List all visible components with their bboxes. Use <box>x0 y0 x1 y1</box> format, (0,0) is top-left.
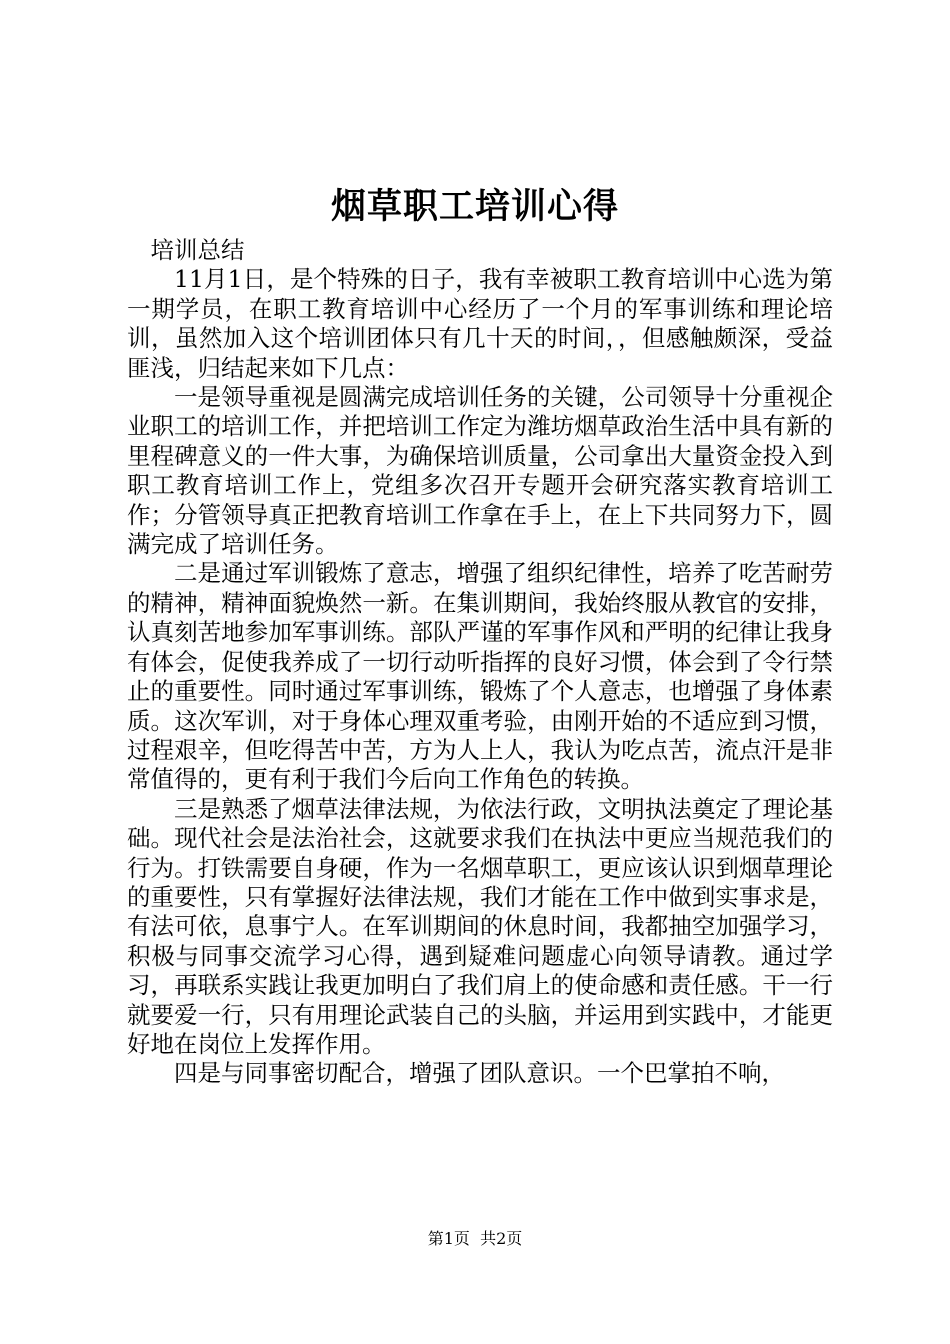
document-body <box>127 236 833 1089</box>
paragraph-point-3: 三是熟悉了烟草法律法规，为依法行政，文明执法奠定了理论基础。现代社会是法治社会，这就要求我们在执法中更应当规范我们的行为。打铁需要自身硬，作为一名烟草职工，更应该认识到烟草理论的重要性，只有掌握好法律法规，我们才能在工作中做到实事求是，有法可依，息事宁人。在军训期间的休息时间，我都抽空加强学习，积极与同事交流学习心得，遇到疑难问题虚心向领导请教。通过学习，再联系实践让我更加明白了我们肩上的使命感和责任感。干一行就要爱一行，只有用理论武装自己的头脑，并运用到实践中，才能更好地在岗位上发挥作用。 <box>127 794 833 1058</box>
paragraph-intro: 11月1日，是个特殊的日子，我有幸被职工教育培训中心选为第一期学员，在职工教育培训中心经历了一个月的军事训练和理论培训，虽然加入这个培训团体只有几十天的时间，，但感触颇深，受益匪浅，归结起来如下几点： <box>127 265 833 382</box>
subheading: 培训总结 <box>150 236 245 264</box>
paragraph-point-2: 二是通过军训锻炼了意志，增强了组织纪律性，培养了吃苦耐劳的精神，精神面貌焕然一新。在集训期间，我始终服从教官的安排，认真刻苦地参加军事训练。部队严谨的军事作风和严明的纪律让我身有体会，促使我养成了一切行动听指挥的良好习惯，体会到了令行禁止的重要性。同时通过军事训练，锻炼了个人意志，也增强了身体素质。这次军训，对于身体心理双重考验，由刚开始的不适应到习惯，过程艰辛，但吃得苦中苦，方为人上人，我认为吃点苦，流点汗是非常值得的，更有利于我们今后向工作角色的转换。 <box>127 559 833 794</box>
paragraph-point-1: 一是领导重视是圆满完成培训任务的关键，公司领导十分重视企业职工的培训工作，并把培训工作定为潍坊烟草政治生活中具有新的里程碑意义的一件大事，为确保培训质量，公司拿出大量资金投入到职工教育培训工作上，党组多次召开专题开会研究落实教育培训工作；分管领导真正把教育培训工作拿在手上，在上下共同努力下，圆满完成了培训任务。 <box>127 383 833 559</box>
page-number-label: 第1页 共2页 <box>427 1229 523 1248</box>
paragraph-point-4: 四是与同事密切配合，增强了团队意识。一个巴掌拍不响， <box>174 1059 785 1088</box>
page-footer <box>0 1228 950 1250</box>
document-title: 烟草职工培训心得 <box>330 186 619 227</box>
